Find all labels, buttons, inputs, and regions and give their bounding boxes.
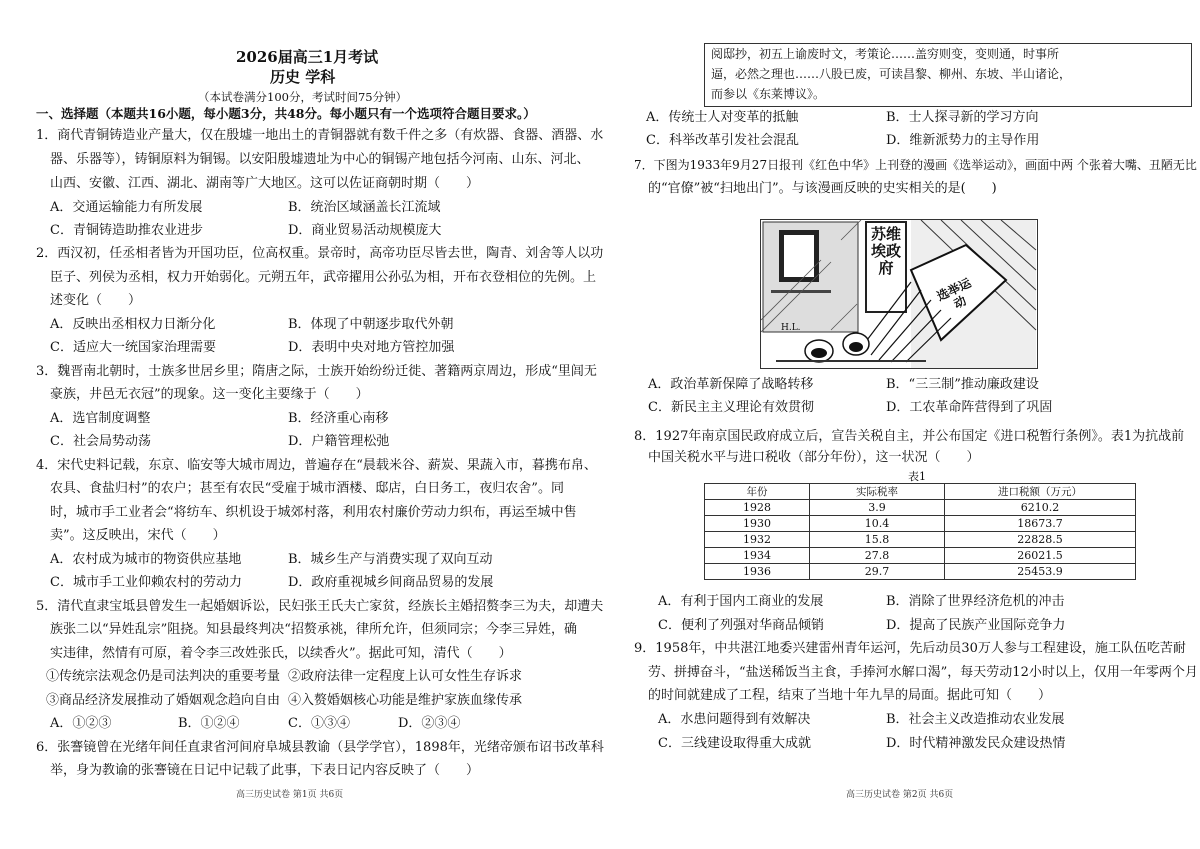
question-7-line: 7．下图为1933年9月27日报刊《红色中华》上刊登的漫画《选举运动》，画面中两 个张着大嘴、丑陋无比: [634, 158, 1197, 172]
q4-option-d[interactable]: D．政府重视城乡间商品贸易的发展: [288, 575, 494, 590]
q5-option-a[interactable]: A．①②③: [50, 716, 112, 731]
q8-option-d[interactable]: D．提高了民族产业国际竞争力: [886, 618, 1066, 633]
cell-year: 1932: [705, 532, 810, 548]
quote-line: 阅邸抄，初五上谕废时文，考策论……盖穷则变，变则通，时事所: [711, 47, 1060, 61]
q1-option-d[interactable]: D．商业贸易活动规模庞大: [288, 223, 442, 238]
q6-option-b[interactable]: B．士人探寻新的学习方向: [886, 110, 1039, 125]
exam-note: （本试卷满分100分，考试时间75分钟）: [198, 90, 408, 104]
q1-option-b[interactable]: B．统治区域涵盖长江流域: [288, 200, 441, 215]
q5-option-b[interactable]: B．①②④: [178, 716, 240, 731]
diary-quote-box: [704, 43, 1192, 107]
q5-statement-3: ③商品经济发展推动了婚姻观念趋向自由: [46, 693, 281, 708]
question-9-line: 劳、拼搏奋斗，“盐送稀饭当主食，手捧河水解口渴”，每天劳动12小时以上，仅用一年零两个月: [648, 665, 1198, 680]
page-footer: 高三历史试卷 第2页 共6页: [846, 790, 954, 800]
q8-option-b[interactable]: B．消除了世界经济危机的冲击: [886, 594, 1065, 609]
cell-year: 1928: [705, 500, 810, 516]
q6-option-d[interactable]: D．维新派势力的主导作用: [886, 133, 1040, 148]
table-header-row: [705, 484, 1136, 500]
header-year: 年份: [705, 484, 810, 500]
right-page: [600, 0, 1200, 849]
cell-revenue: 22828.5: [945, 532, 1136, 548]
cell-rate: 10.4: [810, 516, 945, 532]
section-heading: 一、选择题（本题共16小题，每小题3分，共48分。每小题只有一个选项符合题目要求。）: [36, 106, 536, 121]
cell-revenue: 18673.7: [945, 516, 1136, 532]
header-revenue: 进口税额（万元）: [945, 484, 1136, 500]
exam-title: 2026届高三1月考试: [236, 48, 379, 66]
header-rate: 实际税率: [810, 484, 945, 500]
q3-option-d[interactable]: D．户籍管理松弛: [288, 434, 390, 449]
q3-option-c[interactable]: C．社会局势动荡: [50, 434, 151, 449]
cell-revenue: 25453.9: [945, 564, 1136, 580]
q3-option-b[interactable]: B．经济重心南移: [288, 411, 389, 426]
cell-rate: 15.8: [810, 532, 945, 548]
q4-option-a[interactable]: A．农村成为城市的物资供应基地: [50, 552, 242, 567]
table-row: [705, 532, 1136, 548]
question-6-line: 举，身为教谕的张謇镜在日记中记载了此事，下表日记内容反映了（ ）: [50, 763, 480, 778]
cell-year: 1936: [705, 564, 810, 580]
cell-rate: 29.7: [810, 564, 945, 580]
table-row: [705, 516, 1136, 532]
question-8-line: 中国关税水平与进口税收（部分年份），这一状况（ ）: [648, 450, 980, 465]
question-4-line: 农具、食盐归村”的农户；甚至有农民“受雇于城市酒楼、邸店，白日务工，夜归农舍”。同: [50, 481, 564, 496]
cartoon-signature: H.L.: [781, 323, 801, 333]
q7-option-c[interactable]: C．新民主主义理论有效贯彻: [648, 400, 814, 415]
q1-option-c[interactable]: C．青铜铸造助推农业进步: [50, 223, 203, 238]
cell-year: 1930: [705, 516, 810, 532]
question-7-line: 的“官僚”被“扫地出门”。与该漫画反映的史实相关的是( ): [648, 181, 997, 196]
q9-option-a[interactable]: A．水患问题得到有效解决: [658, 712, 811, 727]
table-row: [705, 500, 1136, 516]
table-row: [705, 548, 1136, 564]
q2-option-b[interactable]: B．体现了中朝逐步取代外朝: [288, 317, 454, 332]
question-1-line: 1．商代青铜铸造业产量大，仅在殷墟一地出土的青铜器就有数千件之多（有炊器、食器、酒器、水: [36, 128, 604, 143]
election-cartoon-image: [760, 219, 1038, 369]
q1-option-a[interactable]: A．交通运输能力有所发展: [50, 200, 203, 215]
q6-option-c[interactable]: C．科举改革引发社会混乱: [646, 133, 799, 148]
q7-option-b[interactable]: B．“三三制”推动廉政建设: [886, 377, 1039, 392]
exam-subject: 历史 学科: [270, 68, 336, 86]
cartoon-banner-text: 选举运动: [934, 275, 974, 312]
q5-option-d[interactable]: D．②③④: [398, 716, 461, 731]
page-footer: 高三历史试卷 第1页 共6页: [236, 790, 344, 800]
question-4-line: 4．宋代史料记载，东京、临安等大城市周边，普遍存在“晨载米谷、薪炭、果蔬入市，暮携布帛、: [36, 458, 597, 473]
table-title: 表1: [908, 470, 926, 483]
question-5-line: 5．清代直隶宝坻县曾发生一起婚姻诉讼，民妇张王氏夫亡家贫，经族长主婚招赘李三为夫，却遭夫: [36, 599, 604, 614]
q5-statement-1: ①传统宗法观念仍是司法判决的重要考量: [46, 669, 281, 684]
question-1-line: 器、乐器等），铸铜原料为铜锡。以安阳殷墟遗址为中心的铜锡产地包括今河南、山东、河北、: [50, 152, 590, 167]
q9-option-c[interactable]: C．三线建设取得重大成就: [658, 736, 811, 751]
q7-option-a[interactable]: A．政治革新保障了战略转移: [648, 377, 814, 392]
q5-option-c[interactable]: C．①③④: [288, 716, 350, 731]
q9-option-b[interactable]: B．社会主义改造推动农业发展: [886, 712, 1065, 727]
q6-option-a[interactable]: A．传统士人对变革的抵触: [646, 110, 799, 125]
question-2-line: 述变化（ ）: [50, 293, 142, 308]
q2-option-c[interactable]: C．适应大一统国家治理需要: [50, 340, 216, 355]
question-9-line: 9．1958年，中共湛江地委兴建雷州青年运河，先后动员30万人参与工程建设，施工队伍吃苦耐: [634, 641, 1186, 656]
q2-option-d[interactable]: D．表明中央对地方管控加强: [288, 340, 455, 355]
q5-statement-2: ②政府法律一定程度上认可女性生存诉求: [288, 669, 523, 684]
cartoon-sign-text: 苏维埃政府: [870, 225, 901, 277]
q8-option-c[interactable]: C．便利了列强对华商品倾销: [658, 618, 824, 633]
q3-option-a[interactable]: A．选官制度调整: [50, 411, 151, 426]
cell-revenue: 26021.5: [945, 548, 1136, 564]
q8-option-a[interactable]: A．有利于国内工商业的发展: [658, 594, 824, 609]
q2-option-a[interactable]: A．反映出丞相权力日渐分化: [50, 317, 216, 332]
q5-statement-4: ④入赘婚姻核心功能是维护家族血缘传承: [288, 693, 523, 708]
q4-option-c[interactable]: C．城市手工业仰赖农村的劳动力: [50, 575, 242, 590]
cell-rate: 3.9: [810, 500, 945, 516]
question-5-line: 实违律，然情有可原，着令李三改姓张氏，以续香火”。据此可知，清代（ ）: [50, 646, 512, 661]
question-2-line: 2．西汉初，任丞相者皆为开国功臣，位高权重。景帝时，高帝功臣尽皆去世，陶青、刘舍等人以功: [36, 246, 604, 261]
question-2-line: 臣子、列侯为丞相，权力开始弱化。元朔五年，武帝擢用公孙弘为相，开布衣登相位的先例。上: [50, 270, 597, 285]
cell-year: 1934: [705, 548, 810, 564]
question-9-line: 的时间就建成了工程，结束了当地十年九旱的局面。据此可知（ ）: [648, 688, 1052, 703]
question-1-line: 山西、安徽、江西、湖北、湖南等广大地区。这可以佐证商朝时期（ ）: [50, 176, 480, 191]
cell-rate: 27.8: [810, 548, 945, 564]
tariff-table: [704, 483, 1136, 580]
question-3-line: 3．魏晋南北朝时，士族多世居乡里；隋唐之际，士族开始纷纷迁徙、著籍两京周边，形成“里闾无: [36, 364, 597, 379]
question-8-line: 8．1927年南京国民政府成立后，宣告关税自主，并公布国定《进口税暂行条例》。表1为抗战前: [634, 429, 1185, 444]
quote-line: 逼，必然之理也……八股已废，可读昌黎、柳州、东坡、半山诸论，: [711, 67, 1072, 81]
table-row: [705, 564, 1136, 580]
cell-revenue: 6210.2: [945, 500, 1136, 516]
question-4-line: 卖”。这反映出，宋代（ ）: [50, 528, 226, 543]
q9-option-d[interactable]: D．时代精神激发民众建设热情: [886, 736, 1066, 751]
question-5-line: 族张二以“异姓乱宗”阻挠。知县最终判决“招赘承祧，律所允许，但须同宗；今李三异姓，确: [50, 622, 577, 637]
q7-option-d[interactable]: D．工农革命阵营得到了巩固: [886, 400, 1053, 415]
question-3-line: 豪族，井邑无衣冠”的现象。这一变化主要缘于（ ）: [50, 387, 369, 402]
question-4-line: 时，城市手工业者会“将纺车、织机设于城郊村落，利用农村廉价劳动力织布，再运至城中售: [50, 505, 577, 520]
quote-line: 而参以《东莱博议》。: [711, 87, 826, 101]
question-6-line: 6．张謇镜曾在光绪年间任直隶省河间府阜城县教谕（县学学官），1898年，光绪帝颁布诏书改革科: [36, 740, 604, 755]
q4-option-b[interactable]: B．城乡生产与消费实现了双向互动: [288, 552, 493, 567]
